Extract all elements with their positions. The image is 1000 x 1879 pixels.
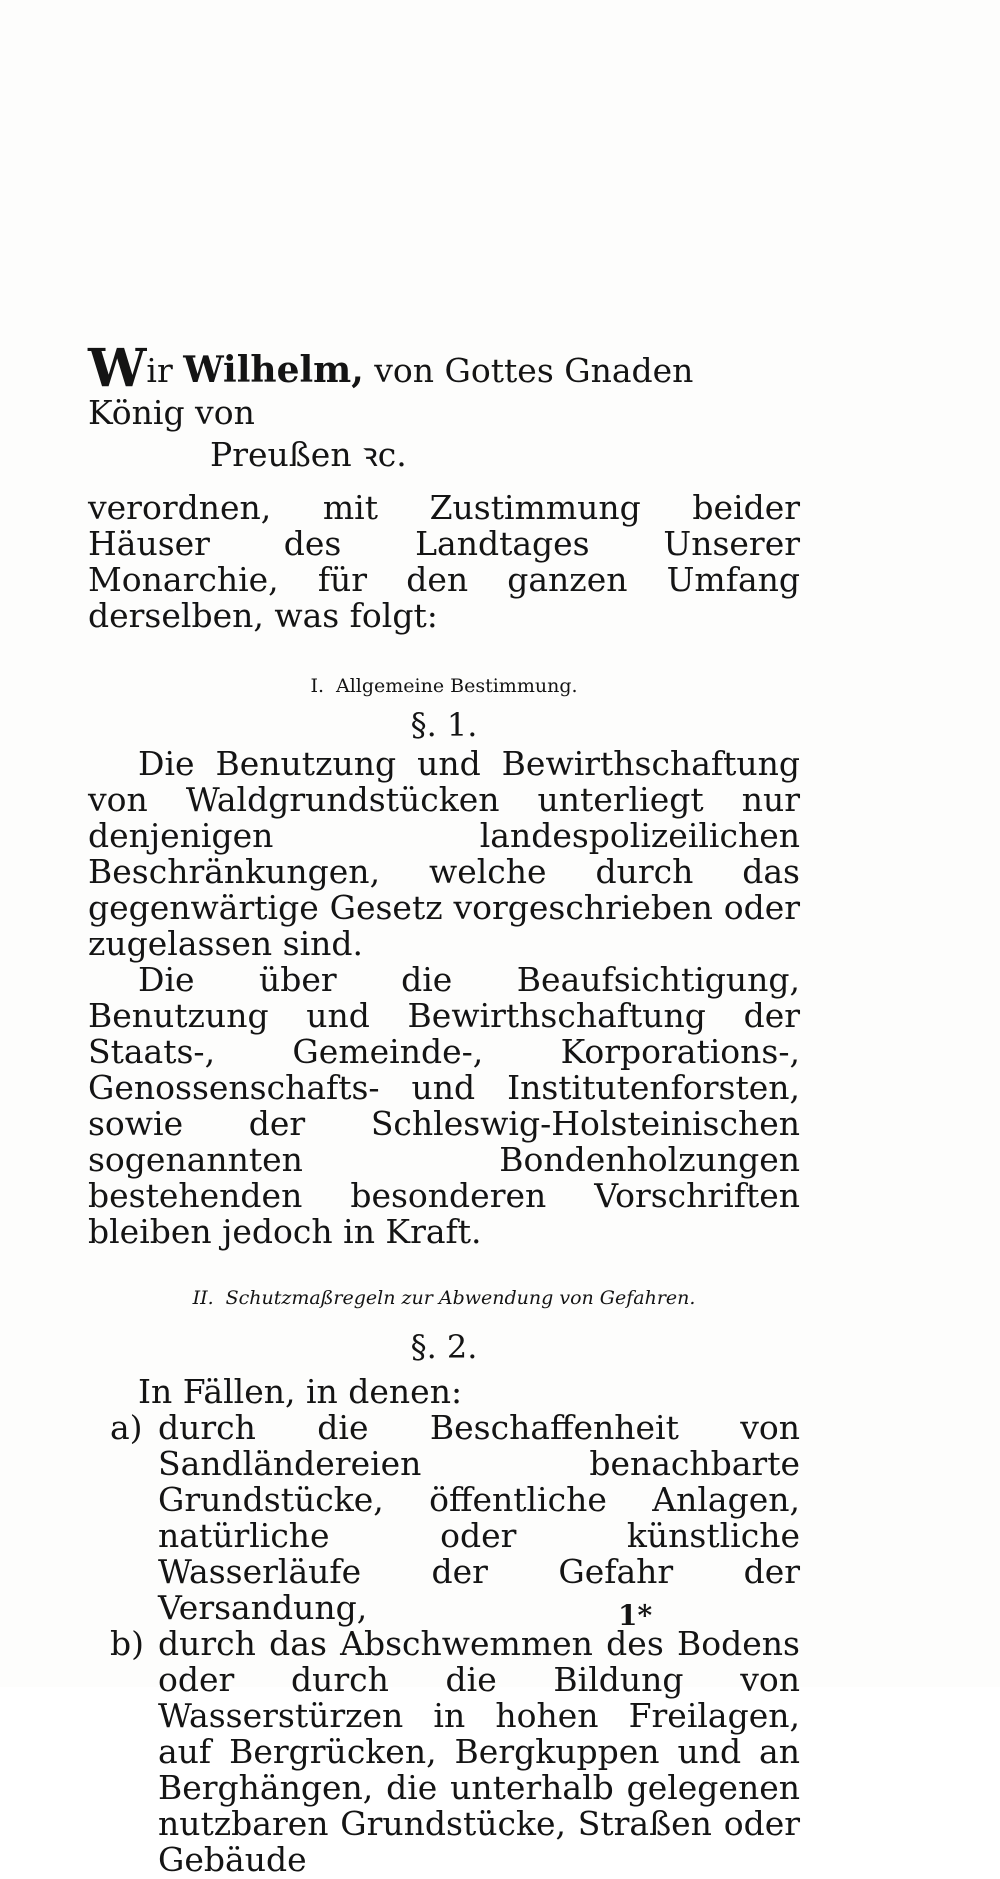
part1-heading <box>88 674 800 698</box>
part1-numeral: I. <box>310 675 324 697</box>
signature-mark: 1* <box>618 1599 653 1632</box>
ruler-title-part2: Preußen ꝛc. <box>210 435 407 474</box>
section-2-list <box>88 1410 800 1878</box>
ruler-name: Wilhelm, <box>183 349 364 391</box>
section-1-paragraph-1: Die Benutzung und Bewirthschaftung von Waldgrundstücken unterliegt nur denjenigen landespolizeilichen Beschränkungen, welche durch das gegenwärtige Gesetz vorgeschrieben oder zugelassen sind. <box>88 744 800 963</box>
section-1-paragraph-2: Die über die Beaufsichtigung, Benutzung und Bewirthschaftung der Staats-, Gemeinde-, Korporations-, Genossenschafts- und Institutenforsten, sowie der Schleswig-Holsteinischen sogenannten Bondenholzungen bestehenden besonderen Vorschriften bleiben jedoch in Kraft. <box>88 960 800 1251</box>
part2-heading <box>88 1286 800 1310</box>
royal-intro <box>88 338 800 476</box>
part1-title: Allgemeine Bestimmung. <box>336 675 578 697</box>
list-item-letter: b) <box>110 1624 144 1663</box>
list-item-letter: a) <box>110 1408 143 1447</box>
section-2-lead: In Fällen, in denen: <box>138 1372 463 1411</box>
text-column <box>88 338 800 1879</box>
section-1-heading: §. 1. <box>410 706 478 744</box>
list-item <box>88 1410 800 1626</box>
list-item <box>88 1626 800 1878</box>
part2-title: Schutzmaßregeln zur Abwendung von Gefahren. <box>225 1287 696 1309</box>
intro-wir-rest: ir <box>146 351 173 390</box>
list-item-text: durch das Abschwemmen des Bodens oder durch die Bildung von Wasserstürzen in hohen Freilagen, auf Bergrücken, Bergkuppen und an Berghängen, die unterhalb gelegenen nutzbaren Grundstücke, Straßen oder Gebäude <box>158 1624 800 1879</box>
list-item-text: durch die Beschaffenheit von Sandländereien benachbarte Grundstücke, öffentliche Anlagen, natürliche oder künstliche Wasserläufe der Gefahr der Versandung, <box>158 1408 800 1627</box>
part2-numeral: II. <box>192 1287 214 1309</box>
enacting-clause: verordnen, mit Zustimmung beider Häuser des Landtages Unserer Monarchie, für den ganzen Umfang derselben, was folgt: <box>88 488 800 635</box>
ruler-title-part1: von Gottes Gnaden König von <box>88 351 694 432</box>
section-2-heading: §. 2. <box>410 1328 478 1366</box>
drop-cap: W <box>88 338 147 399</box>
